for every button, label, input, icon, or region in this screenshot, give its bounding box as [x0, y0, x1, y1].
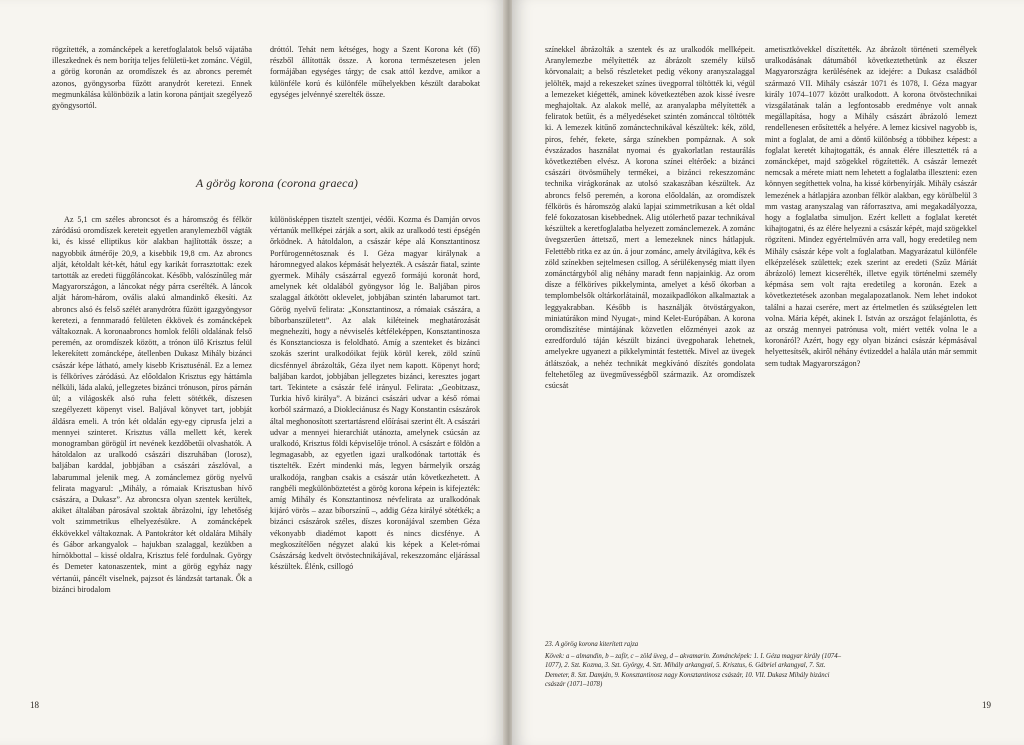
right-page [512, 0, 1024, 745]
left-column-1-body [52, 214, 252, 692]
page-number-right: 19 [982, 700, 991, 710]
left-column-2-top [270, 44, 480, 134]
left-column-2-body [270, 214, 480, 692]
left-column-1-top [52, 44, 252, 134]
left-col1-body-text: Az 5,1 cm széles abroncsot és a háromszög és félkör záródású oromdíszek kereteit egyetlen aranylemezből vágták ki, és kissé elliptikus kör alakban hajlították össze; a nagyobbik átmérője 20,9, a kisebbik 19,8 cm. Az abroncs alját, kétoldalt két-két, hátul egy karikát forrasztottak: ezek tartották az eredeti függőláncokat. Később, valószínűleg már Magyarországon, a láncokat négy párra cserélték. A láncok alját három-három, ovális alakú almandinkő ékesíti. Az abroncs alsó és felső szélét aranydrótra fűzött igazgyöngysor keretezi, a fennmaradó felületen ékkövek és zománcképek váltakoznak. A koronaabroncs homlok felőli oldalának felső peremén, az oromdíszek között, a trónon ülő Krisztus felül lekerekített zománcképe, átellenben Dukasz Mihály bizánci császár képe látható, amely kisebb Krisztusénál. Ez a lemez is félköríves záródású. Az előoldalon Krisztus egy háttámla nélküli, láda alakú, jellegzetes bizánci trónuson, píros párnán ül; a világoskék alsó ruha felett sötétkék, díszesen szegélyezett köpenyt visel. Baljával könyvet tart, jobbját áldásra emeli. A trón két oldalán egy-egy ciprusfa jelzi a mennyei szinteret. Krisztus válla mellett két, kerek monogramban görögül írt nevének kezdőbetűi olvashatók. A hátoldalon az uralkodó császári diszruhában (lorosz), baljában karddal, jobbjában a császári zászlóval, a labarummal jelenik meg. A zománclemez görög nyelvű felirata magyarul: „Mihály, a rómaiak Krisztusban hívő császára, a Dukasz”. Az abroncsra olyan szentek kerültek, akiket általában párosával szoktak ábrázolni, így lehetőség volt szimmetrikus elhelyezésükre. A zománcképek ékkövekkel váltakoznak. A Pantokrátor két oldalára Mihály és Gábor arkangyalok – hajukban szalaggal, kezükben a hírnökbottal – kissé oldalra, Krisztus felé fordulnak. György és Demeter katonaszentek, mint a görög egyház nagy vértanúi, páncélt viselnek, pajzsot és lándzsát tartanak. Ők a bizánci birodalom [52, 215, 252, 594]
caption-text: Kövek: a – almandin, b – zafír, c – zöld üveg, d – akvamarin. Zománcképek: 1. I. Géza magyar király (1074–1077), 2. Szt. Kozma, 3. Szt. György, 4. Szt. Mihály arkangyal, 5. Krisztus, 6. Gábriel arkangyal, 7. Szt. Demeter, 8. Szt. Damján, 9. Konsztantinosz nagy Konsztantinosz császár, 10. VII. Dukasz Mihály bizánci császár (1071–1078) [545, 652, 841, 688]
page-number-left: 18 [30, 700, 39, 710]
left-col2-body-text: különösképpen tisztelt szentjei, védői. Kozma és Damján orvos vértanúk mellképei zárják a sort, akik az uralkodó testi épségén őrködnek. A hátoldalon, a császár képe alá Konsztantinosz Porfürogennétosznak és I. Géza magyar királynak a háromnegyed alakos képmását helyezték. A császár fiatal, szinte gyermek. Mihály császárral egyező formájú koronát hord, amelynek két oldalából gyöngysor lóg le. Baljában piros szalaggal átkötött oklevelet, jobbjában szintén labarumot tart. Görög nyelvű felirata: „Konsztantinosz, a rómaiak császára, a bíborbanszületett”. Az alak kiléteinek meghatározását megnehezíti, hogy a névviselés kétféleképpen, Konsztantinosza és Konsztanciosza is feloldható. Amíg a szenteket és bizánci szokás szerint uralkodóikat fejük körül kerek, zöld színű dicsfénnyel ábrázolták, Géza ilyet nem kapott. Köpenyt hord; baljában kardot, jobbjában jellegzetes bizánci, keresztes jogart tart. Tekintete a császár felé irányul. Felirata: „Geobitzasz, Turkia hívő királya”. A bizánci császári udvar a késő római korból származó, a Diokleciánusz és Nagy Konstantin császárok által meghonosított szertartásrend előírásai szerint élt. A császári udvar a mennyei hierarchiát utánozta, amelynek csúcsán az uralkodó, Krisztus földi képviselője trónol. A császárt e földön a legmagasabb, az egyetlen igazi uralkodónak tartották és tisztelték. Ezért mindenki más, legyen bármelyik ország uralkodója, rangban csakis a császár után következhetett. A rangbéli megkülönböztetést a görög korona képein is kifejezték: amíg Mihály és Konsztantinosz névfelirata az uralkodónak kijáró vörös – azaz bíborszínű –, addig Géza királyé sötétkék; a bizánci császárok széles, díszes koronájával szemben Géza vékonyabb diadémot kapott és nincs dicsfénye. A megkoszítélően négyzet alakú kis képek a Kelet-római Császárság kedvelt ötvöstechnikájával, rekeszzománc eljárással készültek. Élénk, csillogó [270, 215, 480, 572]
section-heading: A görög korona (corona graeca) [195, 176, 359, 190]
right-column-1 [545, 44, 755, 624]
left-col2-top-text: dróttól. Tehát nem kétséges, hogy a Szent Korona két (fő) részből állították össze. A korona természetesen jelen formájában egységes tárgy; de csak attól kezdve, amikor a különféle korú és különféle műhelyekben készült darabokat egységes jelvénnyé szerelték össze. [270, 45, 480, 99]
caption-title: 23. A görög korona kiterített rajza [545, 641, 639, 648]
right-col1-text: színekkel ábrázolták a szentek és az uralkodók mellképeit. Aranylemezbe mélyítették az ábrázolt személy külső körvonalait; a belső részleteket pedig vékony aranyszalaggal jelölték, majd a rekeszeket színes üvegporral töltötték ki, végül a lemezeket kiégették, aminek következtében azok kissé ívesre meghajoltak. Az alakok mellé, az aranyalapba mélyítették a feliratok betűit, és a mélyedéseket szintén zománccal töltötték ki. A lemezek kitűnő zománctechnikával készültek: kék, zöld, piros, fehér, fekete, sárga színekben pompáznak. A sok évszázados használat nyomai és gyakorlatlan restaurálás következtében elvész. A korona színei eltérőek: a bizánci császári ötvösműhely termékei, a bizánci rekeszzománc technika virágkorának az utolsó szakaszában készültek. Az abroncs felső peremén, a korona előoldalán, az oromdíszek félkörös és háromszög alakú lapjai szimmetrikusan a két oldal felé fokozatosan kisebbednek. Alig utólerhető pazar technikával készültek a keretfoglalatba helyezett zománclemezek. A zománc üvegszerűen áttetsző, mert a lemezeknek nincs hátlapjuk. Felettébb ritka ez az ún. á jour zománc, amely átvilágítva, kék és zöld színekben sejtelmesen csillog. A sérülékenység miatt ilyen zománctárgyból alig néhány maradt fenn napjainkig. Az orom dísze a félköríves pikkelyminta, amelyet a késő ókorban a templombelsők oltárkorlátainál, mozaikpadlókon alkalmaztak a leggyakrabban. Később is használják ötvöstárgyakon, miniatúrákon mind Nyugat-, mind Kelet-Európában. A korona oromdíszítése mintájának közvetlen előzményei azok az ezredforduló táján készült bizánci üvegpoharak lehetnek, amelyekre ugyanezt a pikkelymintát festették. Mivel az üvegek átlátszóak, a nehéz technikát megkívánó díszítés gondolata feltehetőleg az üvegművességből származik. Az oromdíszek csúcsát [545, 45, 755, 391]
right-column-2 [765, 44, 977, 624]
right-col2-text: ametisztkövekkel díszítették. Az ábrázolt történeti személyek uralkodásának dátumából következtethetünk az ékszer Magyarországra kerülésének az idejére: a Dukasz családból származó VII. Mihály császár 1071 és 1078, I. Géza magyar király 1074–1077 között uralkodott. A korona ötvöstechnikai vizsgálatának talán a legfontosabb eredménye volt annak megállapítása, hogy a Mihály császárt ábrázoló lemezt rendellenesen erősítették a helyére. A lemez kicsivel nagyobb is, mint a foglalat, de ami a döntő különbség a többihez képest: a foglalat keretét kihajtogatták, és annak élére illesztették rá a zománcképet, majd szögekkel rögzítették. A császár lemezét nemcsak a mérete miatt nem lehetett a foglalatba illeszteni: ezen könnyen segíthettek volna, ha kissé körbenyírják. Mihály császár lemezének a hátlapjára azonban félkör alakban, egy körülbelül 3 mm vastag aranyszalag van ráforrasztva, ami megakadályozza, hogy a foglalatba simuljon. Ezért kellett a foglalat keretét kihajtogatni, és az élére helyezni a császár képét, majd szögekkel rögzíteni. Mindez egyértelművén arra vall, hogy eredetileg nem Mihály császár képe volt a foglalatban. Magyarázatul különféle elképzelések születtek; ezek szerint az eredeti (Szűz Máriát ábrázoló) lemezt kicserélték, illetve egyik történelmi személy képmása sem volt rajta eredetileg a koronán. Ezek a következtetések azonban megalapozatlanok. Nem lehet indokot találni a hazai cserére, mert az értelmetlen és szükségtelen lett volna. Mária képét, akinek I. István az országot felajánlotta, és az ország mennyei patrónusa volt, miért vették volna le a koronáról? Azért, hogy egy olyan bizánci császár képmásával helyettesítsék, akiről néhány évtizeddel a halála után már semmit sem tudtak Magyarországon? [765, 45, 977, 368]
left-page [0, 0, 505, 745]
left-col1-top-text: rögzítették, a zománcképek a keretfoglalatok belső vájatába illeszkednek és nem borítja teljes felületü-ket zománc. Végül, a görög koronán az oromdíszek és az abroncs peremét azonos, gyöngysorba fűzött aranydrót keretezi. Ennek megmunkálása különbözik a latin korona pántjait szegélyező gyöngysortól. [52, 45, 252, 111]
figure-caption [545, 640, 845, 690]
